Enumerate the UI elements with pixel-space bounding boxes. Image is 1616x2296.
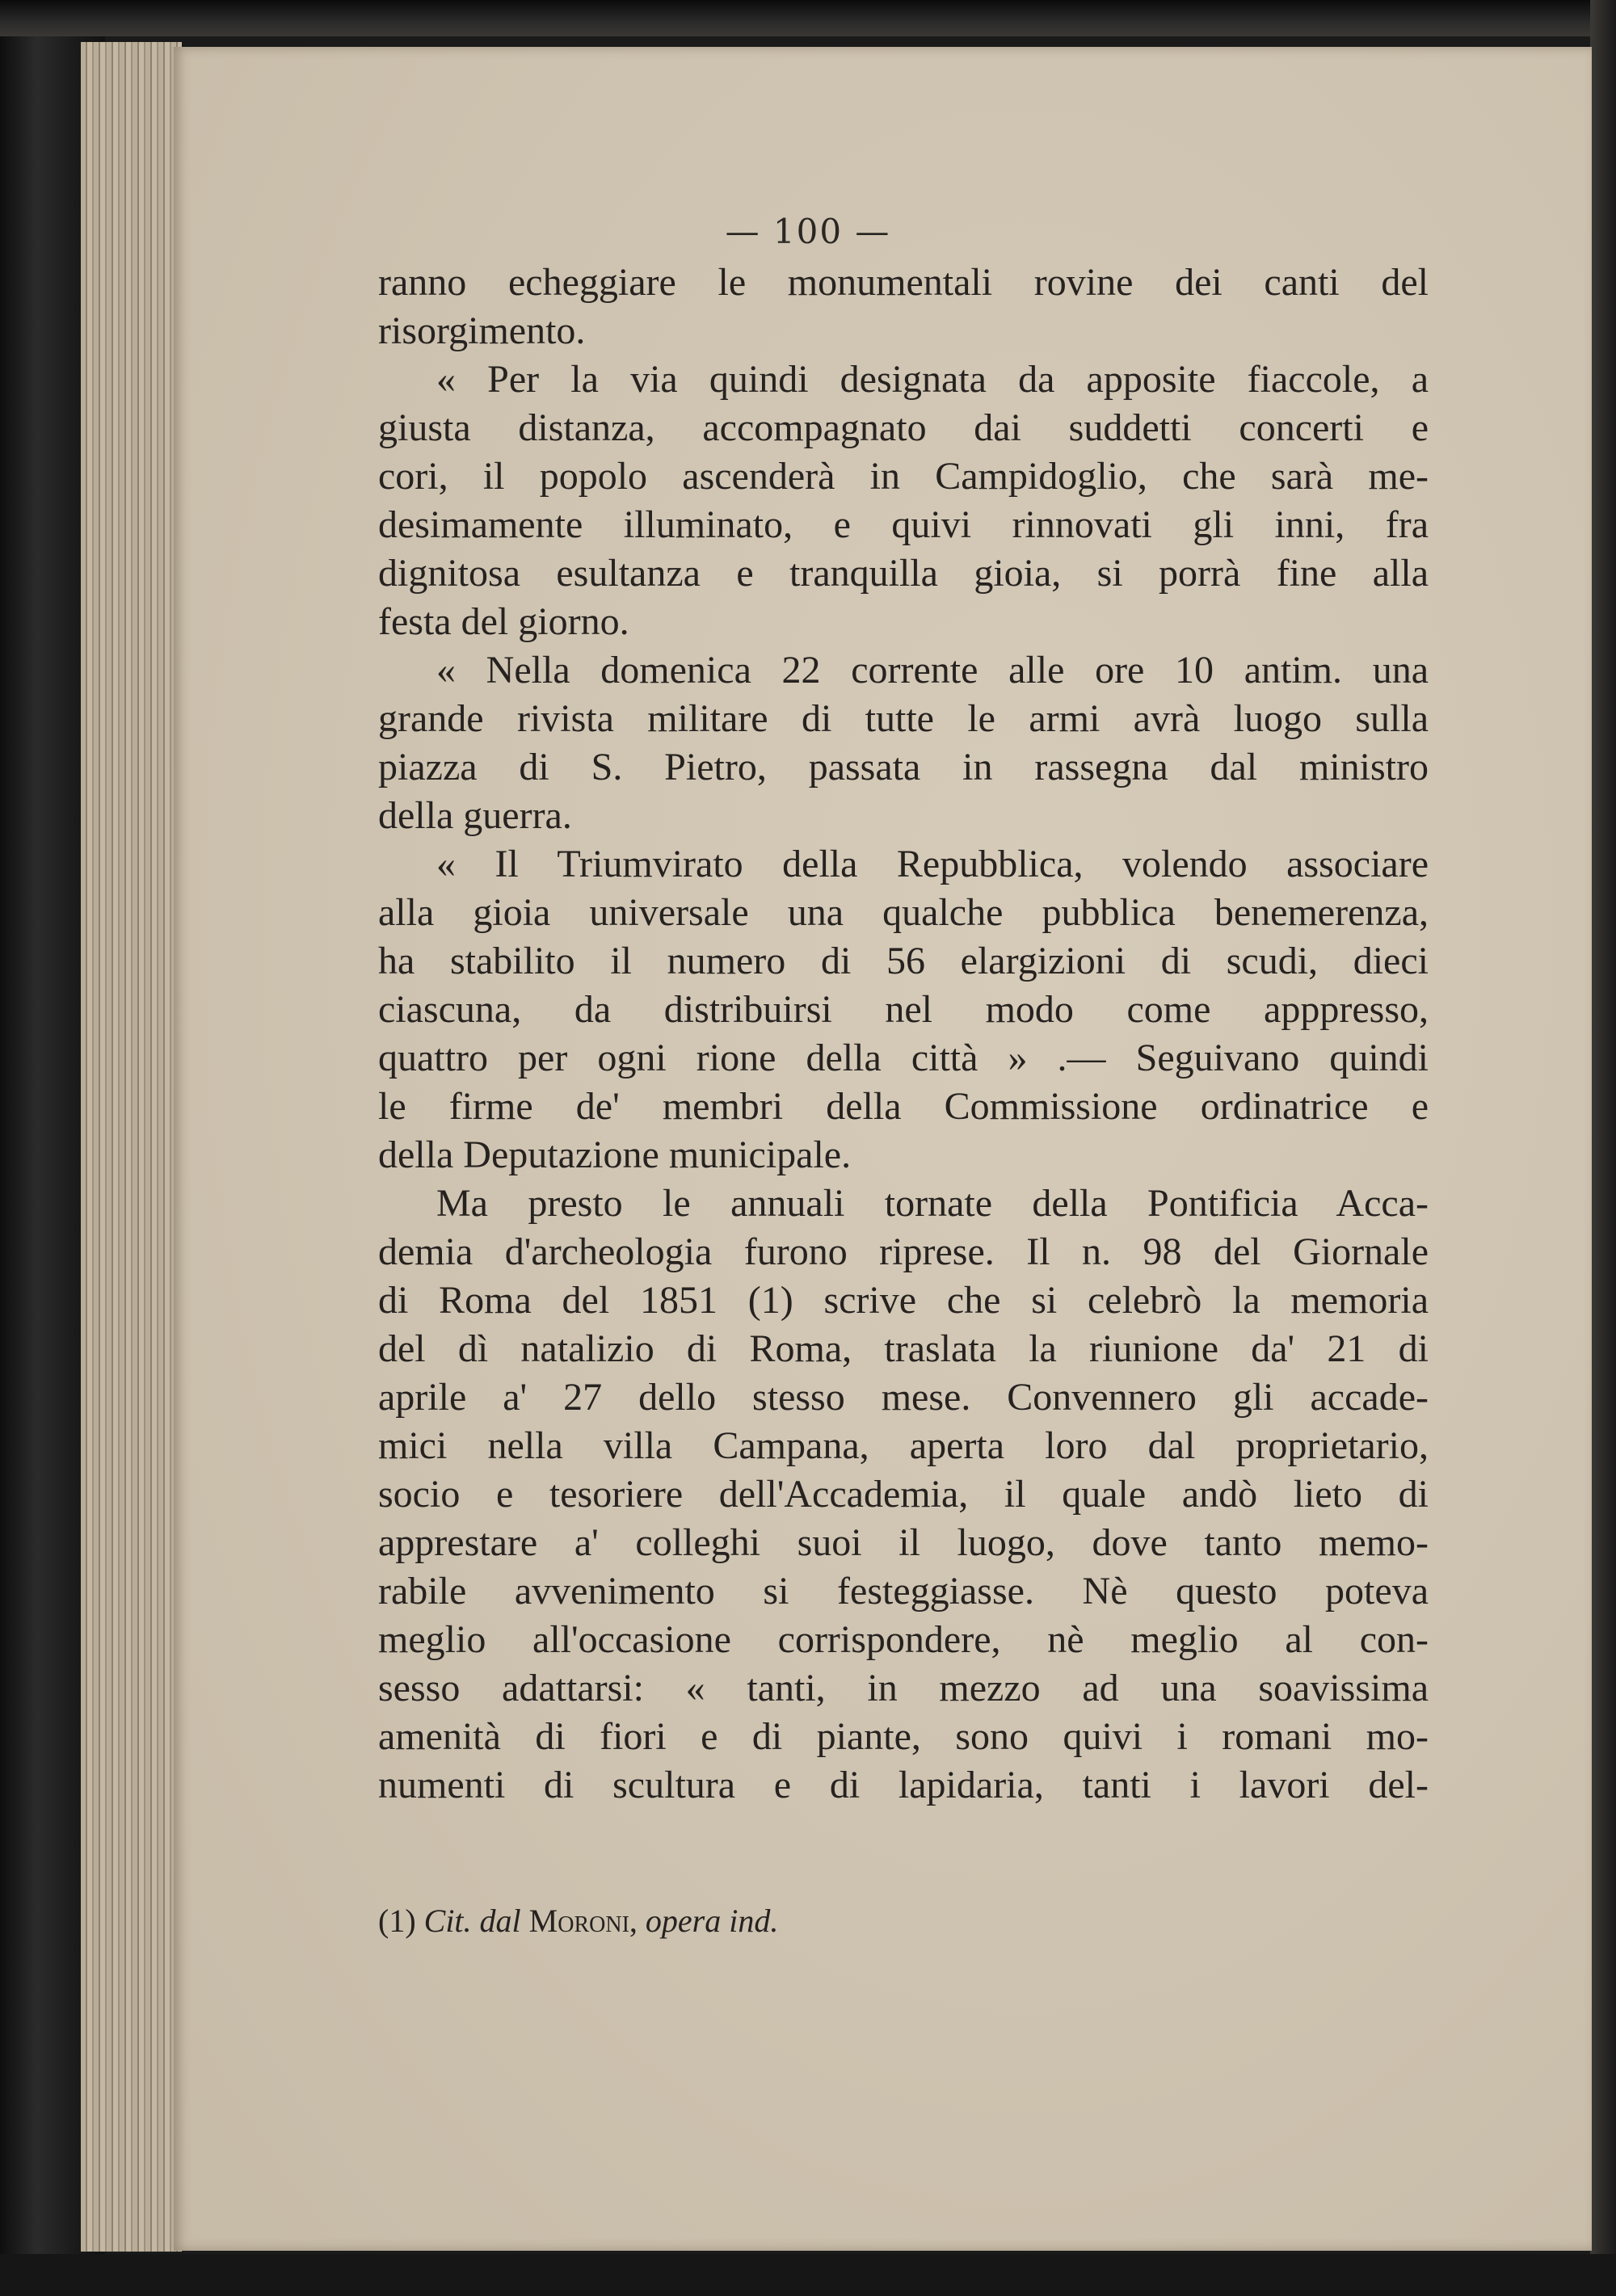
text-line: meglio all'occasione corrispondere, nè meglio al con- bbox=[378, 1618, 1429, 1661]
text-line: risorgimento. bbox=[378, 309, 586, 352]
text-line: dignitosa esultanza e tranquilla gioia, si porrà fine alla bbox=[378, 552, 1429, 595]
text-line: rabile avvenimento si festeggiasse. Nè questo poteva bbox=[378, 1570, 1429, 1613]
book-cover-right bbox=[1590, 0, 1616, 2296]
text-line: del dì natalizio di Roma, traslata la riunione da' 21 di bbox=[378, 1327, 1429, 1370]
text-line: amenità di fiori e di piante, sono quivi i romani mo- bbox=[378, 1715, 1429, 1758]
text-line: ranno echeggiare le monumentali rovine dei canti del bbox=[378, 261, 1429, 304]
text-line: quattro per ogni rione della città » .— Seguivano quindi bbox=[378, 1037, 1429, 1079]
footnote-work: opera ind. bbox=[645, 1903, 779, 1939]
text-line: « Nella domenica 22 corrente alle ore 10 antim. una bbox=[436, 649, 1429, 692]
book-cover-top bbox=[0, 0, 1616, 36]
text-line: della guerra. bbox=[378, 794, 572, 837]
text-line: Ma presto le annuali tornate della Pontificia Acca- bbox=[436, 1182, 1429, 1225]
text-line: demia d'archeologia furono riprese. Il n. 98 del Giornale bbox=[378, 1230, 1429, 1273]
text-line: mici nella villa Campana, aperta loro dal proprietario, bbox=[378, 1424, 1429, 1467]
footnote-mark: (1) bbox=[378, 1903, 416, 1939]
footnote-cit: Cit. bbox=[423, 1903, 472, 1939]
page-stack-edges bbox=[81, 42, 182, 2252]
text-line: « Il Triumvirato della Repubblica, volendo associare bbox=[436, 843, 1429, 885]
text-line: piazza di S. Pietro, passata in rassegna dal ministro bbox=[378, 746, 1429, 788]
page-number: — 100 — bbox=[725, 212, 891, 251]
footnote-dal: dal bbox=[479, 1903, 521, 1939]
text-line: festa del giorno. bbox=[378, 600, 629, 643]
text-line: grande rivista militare di tutte le armi avrà luogo sulla bbox=[378, 697, 1429, 740]
footnote bbox=[378, 1899, 1348, 1944]
text-line: numenti di scultura e di lapidaria, tanti i lavori del- bbox=[378, 1764, 1429, 1806]
text-line: « Per la via quindi designata da apposite fiaccole, a bbox=[436, 358, 1429, 401]
text-line: apprestare a' colleghi suoi il luogo, dove tanto memo- bbox=[378, 1521, 1429, 1564]
text-line: di Roma del 1851 (1) scrive che si celebrò la memoria bbox=[378, 1279, 1429, 1322]
book-cover-bottom bbox=[0, 2254, 1616, 2296]
text-line: sesso adattarsi: « tanti, in mezzo ad una soavissima bbox=[378, 1667, 1429, 1709]
footnote-author: Moroni, bbox=[528, 1903, 638, 1939]
text-line: giusta distanza, accompagnato dai suddetti concerti e bbox=[378, 406, 1429, 449]
text-line: le firme de' membri della Commissione ordinatrice e bbox=[378, 1085, 1429, 1128]
text-line: aprile a' 27 dello stesso mese. Convennero gli accade- bbox=[378, 1376, 1429, 1419]
text-line: socio e tesoriere dell'Accademia, il quale andò lieto di bbox=[378, 1473, 1429, 1516]
text-line: cori, il popolo ascenderà in Campidoglio, che sarà me- bbox=[378, 455, 1429, 498]
text-line: della Deputazione municipale. bbox=[378, 1133, 852, 1176]
text-line: desimamente illuminato, e quivi rinnovati gli inni, fra bbox=[378, 503, 1429, 546]
text-line: alla gioia universale una qualche pubblica benemerenza, bbox=[378, 891, 1429, 934]
text-line: ciascuna, da distribuirsi nel modo come apppresso, bbox=[378, 988, 1429, 1031]
text-line: ha stabilito il numero di 56 elargizioni di scudi, dieci bbox=[378, 940, 1429, 982]
